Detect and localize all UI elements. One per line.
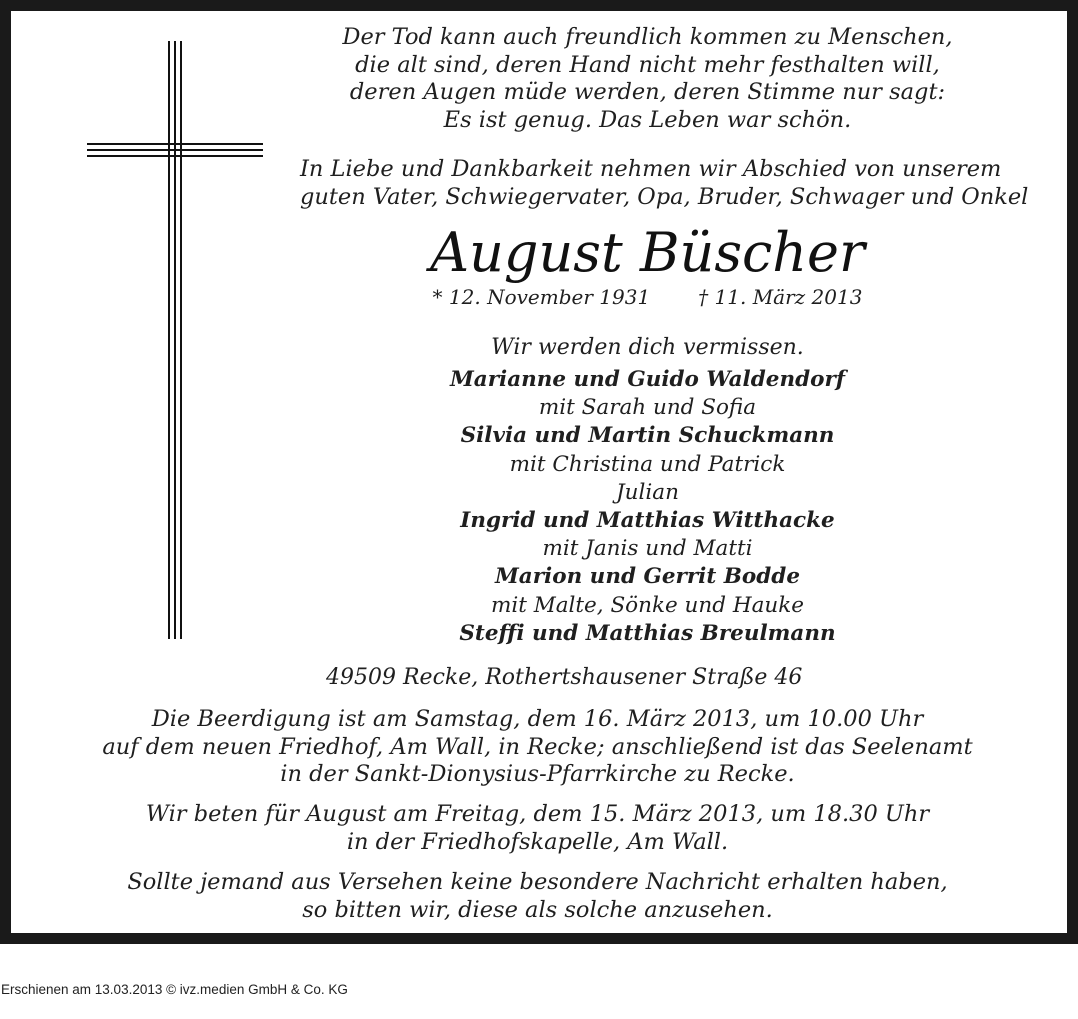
funeral-line: in der Sankt-Dionysius-Pfarrkirche zu Recke. [280, 761, 795, 787]
note-line: Sollte jemand aus Versehen keine besondere Nachricht erhalten haben, [127, 869, 948, 895]
poem-line: Der Tod kann auch freundlich kommen zu Menschen, [342, 24, 953, 50]
family-list [300, 366, 995, 648]
poem-line: deren Augen müde werden, deren Stimme nur sagt: [349, 79, 946, 105]
life-dates [300, 283, 995, 311]
family-member: mit Malte, Sönke und Hauke [490, 592, 805, 618]
family-member: Marianne und Guido Waldendorf [449, 367, 846, 392]
publication-footer: Erschienen am 13.03.2013 © ivz.medien GmbH & Co. KG [1, 982, 348, 997]
family-member: mit Sarah und Sofia [538, 395, 757, 421]
family-member: Ingrid und Matthias Witthacke [460, 508, 835, 534]
birth-date: * 12. November 1931 [432, 285, 651, 309]
family-member: Silvia und Martin Schuckmann [460, 423, 835, 449]
cross-icon [87, 41, 267, 641]
closing-note [100, 869, 975, 924]
death-date: † 11. März 2013 [698, 285, 863, 309]
intro-line: guten Vater, Schwiegervater, Opa, Bruder, Schwager und Onkel [300, 184, 1029, 210]
family-member: Steffi und Matthias Breulmann [459, 620, 836, 646]
closing-line: Wir werden dich vermissen. [491, 335, 804, 360]
note-line: so bitten wir, diese als solche anzusehen. [302, 896, 773, 923]
poem [330, 24, 965, 134]
poem-line: Es ist genug. Das Leben war schön. [443, 106, 852, 133]
deceased-name: August Büscher [430, 221, 865, 284]
family-member: mit Janis und Matti [542, 536, 753, 562]
family-member: Marion und Gerrit Bodde [495, 564, 800, 590]
family-member: mit Christina und Patrick [509, 451, 786, 477]
family-member: Julian [616, 479, 679, 505]
prayer-line: in der Friedhofskapelle, Am Wall. [346, 828, 729, 855]
prayer-line: Wir beten für August am Freitag, dem 15. März 2013, um 18.30 Uhr [145, 801, 930, 827]
prayer-info [100, 801, 975, 856]
address: 49509 Recke, Rothertshausener Straße 46 [326, 665, 803, 690]
poem-line: die alt sind, deren Hand nicht mehr festhalten will, [355, 51, 940, 78]
intro [300, 155, 1029, 211]
funeral-line: Die Beerdigung ist am Samstag, dem 16. März 2013, um 10.00 Uhr [151, 706, 924, 732]
funeral-line: auf dem neuen Friedhof, Am Wall, in Recke; anschließend ist das Seelenamt [102, 733, 973, 760]
funeral-info [100, 706, 975, 789]
intro-line: In Liebe und Dankbarkeit nehmen wir Abschied von unserem [300, 156, 1002, 182]
